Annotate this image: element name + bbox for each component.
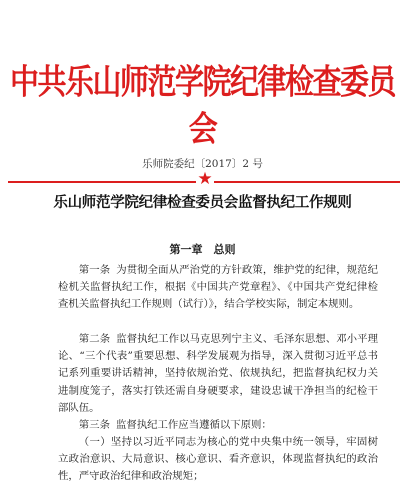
article-text: （一）坚持以习近平同志为核心的党中央集中统一领导，牢固树立政治意识、大局意识、核心意识、看齐意识，体现监督执纪的政治性，严守政治纪律和政治规矩； [58, 436, 378, 483]
article-text: 为贯彻全面从严治党的方针政策，维护党的纪律，规范纪检机关监督执纪工作，根据《中国共产党章程》、《中国共产党纪律检查机关监督执纪工作规则（试行）》，结合学校实际，制定本规则。 [58, 264, 379, 311]
article-text: 监督执纪工作以马克思列宁主义、毛泽东思想、邓小平理论、“三个代表”重要思想、科学发展观为指导，深入贯彻习近平总书记系列重要讲话精神，坚持依规治党、依规执纪，把监督执纪权力关进制度笼子，落实打铁还需自身硬要求，建设忠诚干净担当的纪检干部队伍。 [58, 333, 379, 414]
article-2 [58, 331, 378, 417]
article-label: 第三条 [78, 419, 110, 431]
org-header: 中共乐山师范学院纪律检查委员会 [9, 61, 395, 149]
article-3-item-1 [58, 434, 378, 486]
article-text: 监督执纪工作应当遵循以下原则： [115, 419, 272, 431]
star-icon: ★ [197, 169, 213, 189]
article-label: 第一条 [78, 264, 111, 276]
article-3 [58, 417, 378, 434]
article-label: 第二条 [78, 333, 111, 345]
article-1 [58, 262, 378, 314]
red-rule-right [214, 181, 400, 183]
red-rule-left [8, 181, 196, 183]
chapter-heading: 第一章 总则 [169, 243, 236, 256]
document-title: 乐山师范学院纪律检查委员会监督执纪工作规则 [53, 194, 352, 211]
doc-number: 乐师院委纪〔2017〕2 号 [142, 158, 263, 170]
